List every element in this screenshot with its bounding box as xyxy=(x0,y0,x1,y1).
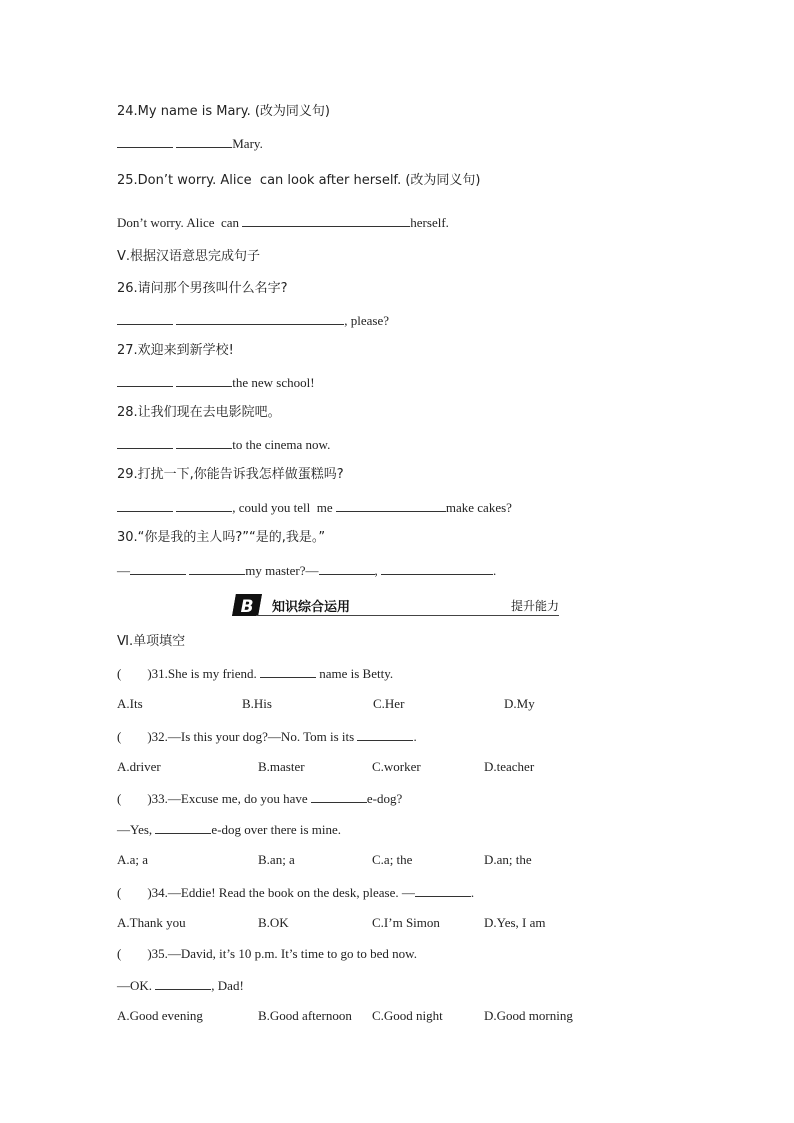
banner-rule xyxy=(256,615,559,616)
answer-blank[interactable] xyxy=(117,435,173,449)
q31-stem-b: name is Betty. xyxy=(315,666,394,681)
section-b-badge xyxy=(232,594,262,616)
q34-option-a[interactable]: A.Thank you xyxy=(117,915,186,930)
q26-prompt: 26.请问那个男孩叫什么名字? xyxy=(117,281,288,296)
q33-line2-b: e-dog over there is mine. xyxy=(211,822,342,837)
q29-answer-mid: , could you tell me xyxy=(232,500,336,515)
q35-option-c[interactable]: C.Good night xyxy=(372,1008,443,1023)
q34-option-d[interactable]: D.Yes, I am xyxy=(484,915,546,930)
q32-option-a[interactable]: A.driver xyxy=(117,759,161,774)
q28-answer-line xyxy=(117,435,330,454)
q34-option-c[interactable]: C.I’m Simon xyxy=(372,915,440,930)
q33-line2 xyxy=(117,820,341,839)
q35-option-d[interactable]: D.Good morning xyxy=(484,1008,573,1023)
answer-blank[interactable] xyxy=(130,561,186,575)
answer-blank[interactable] xyxy=(155,820,211,834)
q30-dash: — xyxy=(117,563,130,578)
section-v-heading: Ⅴ.根据汉语意思完成句子 xyxy=(117,249,261,264)
q28-prompt: 28.让我们现在去电影院吧。 xyxy=(117,405,281,420)
answer-blank[interactable] xyxy=(176,373,232,387)
q33-stem-b: e-dog? xyxy=(366,791,403,806)
q29-answer-tail: make cakes? xyxy=(445,500,512,515)
section-vi-heading: Ⅵ.单项填空 xyxy=(117,634,186,649)
q35-line2-a: —OK. xyxy=(117,978,156,993)
q27-answer-line xyxy=(117,373,315,392)
q27-prompt: 27.欢迎来到新学校! xyxy=(117,343,234,358)
q33-options xyxy=(117,851,637,869)
q33-line2-a: —Yes, xyxy=(117,822,156,837)
q34-options xyxy=(117,914,637,932)
answer-blank[interactable] xyxy=(176,435,232,449)
q32-option-d[interactable]: D.teacher xyxy=(484,759,535,774)
q33-stem-a: ( )33.—Excuse me, do you have xyxy=(117,791,311,806)
q26-answer-tail: , please? xyxy=(344,313,390,328)
answer-blank[interactable] xyxy=(189,561,245,575)
q30-period: . xyxy=(493,563,497,578)
q32-stem-a: ( )32.—Is this your dog?—No. Tom is its xyxy=(117,729,358,744)
q25-prompt: 25.Don’t worry. Alice can look after herself. (改为同义句) xyxy=(117,173,481,188)
q34-stem-b: . xyxy=(470,885,475,900)
q28-answer-tail: to the cinema now. xyxy=(232,437,331,452)
answer-blank[interactable] xyxy=(155,976,211,990)
answer-blank[interactable] xyxy=(117,311,173,325)
q32-option-b[interactable]: B.master xyxy=(258,759,305,774)
answer-blank[interactable] xyxy=(381,561,493,575)
q31-option-c[interactable]: C.Her xyxy=(373,696,405,711)
q24-answer-line xyxy=(117,134,263,153)
banner-right-label: 提升能力 xyxy=(510,599,559,613)
q30-comma: , xyxy=(374,563,382,578)
q35-options xyxy=(117,1007,637,1025)
q29-prompt: 29.打扰一下,你能告诉我怎样做蛋糕吗? xyxy=(117,467,344,482)
q25-answer-tail: herself. xyxy=(410,215,449,230)
q35-option-b[interactable]: B.Good afternoon xyxy=(258,1008,352,1023)
q32-option-c[interactable]: C.worker xyxy=(372,759,421,774)
answer-blank[interactable] xyxy=(117,498,173,512)
q31-option-d[interactable]: D.My xyxy=(504,696,535,711)
q30-answer-mid: my master?— xyxy=(245,563,319,578)
answer-blank[interactable] xyxy=(117,373,173,387)
q25-answer-head: Don’t worry. Alice can xyxy=(117,215,243,230)
q27-answer-tail: the new school! xyxy=(232,375,315,390)
answer-blank[interactable] xyxy=(242,213,410,227)
q31-option-a[interactable]: A.Its xyxy=(117,696,143,711)
q32-stem xyxy=(117,727,417,746)
q25-answer-line xyxy=(117,213,449,232)
q31-options xyxy=(117,695,637,713)
answer-blank[interactable] xyxy=(357,727,413,741)
q31-stem-a: ( )31.She is my friend. xyxy=(117,666,260,681)
q35-stem: ( )35.—David, it’s 10 p.m. It’s time to go to bed now. xyxy=(117,946,417,961)
answer-blank[interactable] xyxy=(176,311,344,325)
answer-blank[interactable] xyxy=(336,498,446,512)
q26-answer-line xyxy=(117,311,389,330)
badge-letter: B xyxy=(240,597,254,617)
q33-option-d[interactable]: D.an; the xyxy=(484,852,532,867)
q33-option-b[interactable]: B.an; a xyxy=(258,852,295,867)
q34-option-b[interactable]: B.OK xyxy=(258,915,289,930)
answer-blank[interactable] xyxy=(311,789,367,803)
q24-prompt: 24.My name is Mary. (改为同义句) xyxy=(117,104,331,119)
answer-blank[interactable] xyxy=(319,561,375,575)
q33-stem xyxy=(117,789,402,808)
answer-blank[interactable] xyxy=(117,134,173,148)
q32-options xyxy=(117,758,637,776)
q35-line2-b: , Dad! xyxy=(211,978,244,993)
q29-answer-line xyxy=(117,498,512,517)
banner-title: 知识综合运用 xyxy=(272,600,351,615)
q35-line2 xyxy=(117,976,244,995)
q24-answer-tail: Mary. xyxy=(232,136,263,151)
answer-blank[interactable] xyxy=(176,498,232,512)
section-banner xyxy=(234,594,559,618)
q35-option-a[interactable]: A.Good evening xyxy=(117,1008,203,1023)
q31-option-b[interactable]: B.His xyxy=(242,696,272,711)
q32-stem-b: . xyxy=(413,729,417,744)
q30-prompt: 30.“你是我的主人吗?”“是的,我是。” xyxy=(117,530,326,545)
q33-option-a[interactable]: A.a; a xyxy=(117,852,149,867)
answer-blank[interactable] xyxy=(176,134,232,148)
q34-stem xyxy=(117,883,474,902)
answer-blank[interactable] xyxy=(260,664,316,678)
answer-blank[interactable] xyxy=(415,883,471,897)
q34-stem-a: ( )34.—Eddie! Read the book on the desk, please. — xyxy=(117,885,415,900)
q33-option-c[interactable]: C.a; the xyxy=(372,852,413,867)
q30-answer-line xyxy=(117,561,496,580)
q31-stem xyxy=(117,664,393,683)
